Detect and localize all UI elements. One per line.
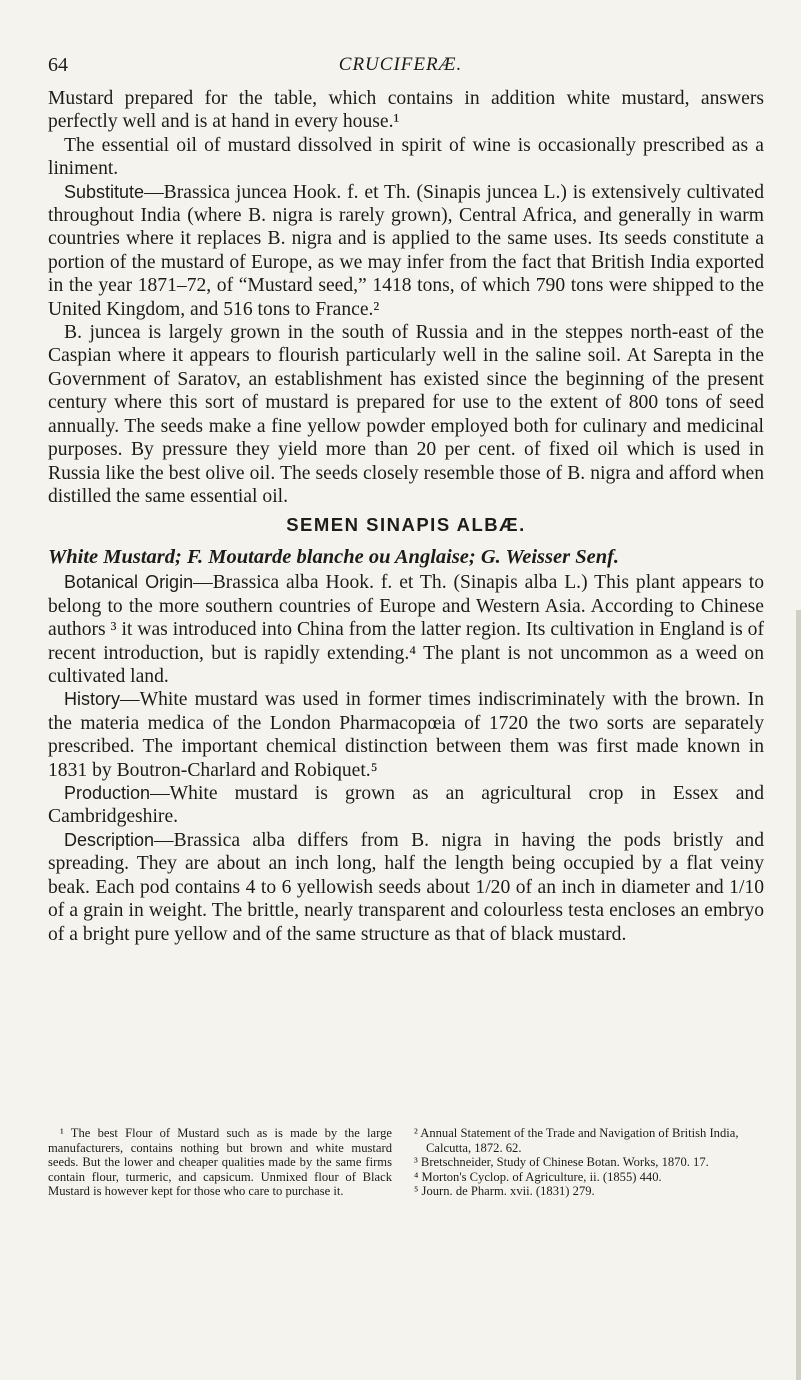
- paragraph: [48, 829, 764, 946]
- main-text: [48, 87, 764, 508]
- paragraph: Mustard prepared for the table, which contains in addition white mustard, answers perfectly well and is at hand in every house.¹: [48, 88, 764, 133]
- paragraph-label: Botanical Origin: [64, 572, 194, 593]
- paragraph-label: Substitute: [64, 181, 145, 202]
- running-title: CRUCIFERÆ.: [338, 54, 463, 75]
- footnotes-right-column: [414, 1126, 758, 1199]
- paragraph-text: —White mustard was used in former times indiscriminately with the brown. In the materia medica of the London Pharmacopœia of 1720 the two sorts are separately prescribed. The important chemical distinction between them was first made known in 1831 by Boutron-Charlard and Robiquet.⁵: [48, 689, 764, 781]
- paragraph-label: Production: [64, 783, 151, 804]
- paragraph: [48, 688, 764, 782]
- paragraph: [48, 571, 764, 688]
- paragraph-label: Description: [64, 829, 155, 850]
- paragraph: [48, 782, 764, 829]
- footnote: ² Annual Statement of the Trade and Navigation of British India, Calcutta, 1872. 62.: [414, 1126, 739, 1155]
- footnote: ¹ The best Flour of Mustard such as is made by the large manufacturers, contains nothing but brown and white mustard seeds. But the lower and cheaper qualities made by the same firms contain flour, turmeric, and capsicum. Unmixed flour of Black Mustard is however kept for those who care to purchase it.: [48, 1126, 392, 1199]
- footnote: ³ Bretschneider, Study of Chinese Botan. Works, 1870. 17.: [414, 1155, 709, 1170]
- page-edge-shadow: [796, 610, 801, 1380]
- paragraph: B. juncea is largely grown in the south of Russia and in the steppes north-east of the Caspian where it appears to flourish particularly well in the saline soil. At Sarepta in the Government of Saratov, an establishment has existed since the beginning of the present century where this sort of mustard is prepared for use to the extent of 800 tons of seed annually. The seeds make a fine yellow powder employed both for culinary and medicinal purposes. By pressure they yield more than 20 per cent. of fixed oil which is used in Russia like the best olive oil. The seeds closely resemble those of B. nigra and afford when distilled the same essential oil.: [48, 322, 764, 507]
- footnote: ⁴ Morton's Cyclop. of Agriculture, ii. (1855) 440.: [414, 1169, 662, 1184]
- paragraph-text: —Brassica juncea Hook. f. et Th. (Sinapis juncea L.) is extensively cultivated throughout India (where B. nigra is rarely grown), Central Africa, and generally in warm countries where it replaces B. nigra and is applied to the same uses. Its seeds constitute a portion of the mustard of Europe, as we may infer from the fact that British India exported in the year 1871–72, of “Mustard seed,” 1418 tons, of which 790 tons were shipped to the United Kingdom, and 516 tons to France.²: [48, 181, 764, 320]
- paragraph-text: —Brassica alba Hook. f. et Th. (Sinapis alba L.) This plant appears to belong to the more southern countries of Europe and Western Asia. According to Chinese authors ³ it was introduced into China from the latter region. Its cultivation in England is of recent introduction, but is rapidly extending.⁴ The plant is not uncommon as a weed on cultivated land.: [48, 572, 764, 688]
- paragraph-label: History: [64, 689, 121, 710]
- synonyms-line: White Mustard; F. Moutarde blanche ou Anglaise; G. Weisser Senf.: [48, 546, 620, 568]
- paragraph: [48, 181, 764, 321]
- section-text: [48, 546, 764, 946]
- section-heading: SEMEN SINAPIS ALBÆ.: [286, 514, 526, 535]
- paragraph: The essential oil of mustard dissolved in spirit of wine is occasionally prescribed as a liniment.: [48, 134, 764, 180]
- paragraph-text: —Brassica alba differs from B. nigra in having the pods bristly and spreading. They are about an inch long, half the length being occupied by a flat veiny beak. Each pod contains 4 to 6 yellowish seeds about 1/20 of an inch in diameter and 1/10 of a grain in weight. The brittle, nearly transparent and colourless testa encloses an embryo of a bright pure yellow and of the same structure as that of black mustard.: [48, 829, 764, 945]
- page-header: [48, 54, 753, 80]
- footnotes-left-column: [48, 1126, 392, 1199]
- page-number: 64: [48, 54, 68, 76]
- paragraph-text: —White mustard is grown as an agricultural crop in Essex and Cambridgeshire.: [48, 783, 764, 828]
- footnote: ⁵ Journ. de Pharm. xvii. (1831) 279.: [414, 1184, 595, 1199]
